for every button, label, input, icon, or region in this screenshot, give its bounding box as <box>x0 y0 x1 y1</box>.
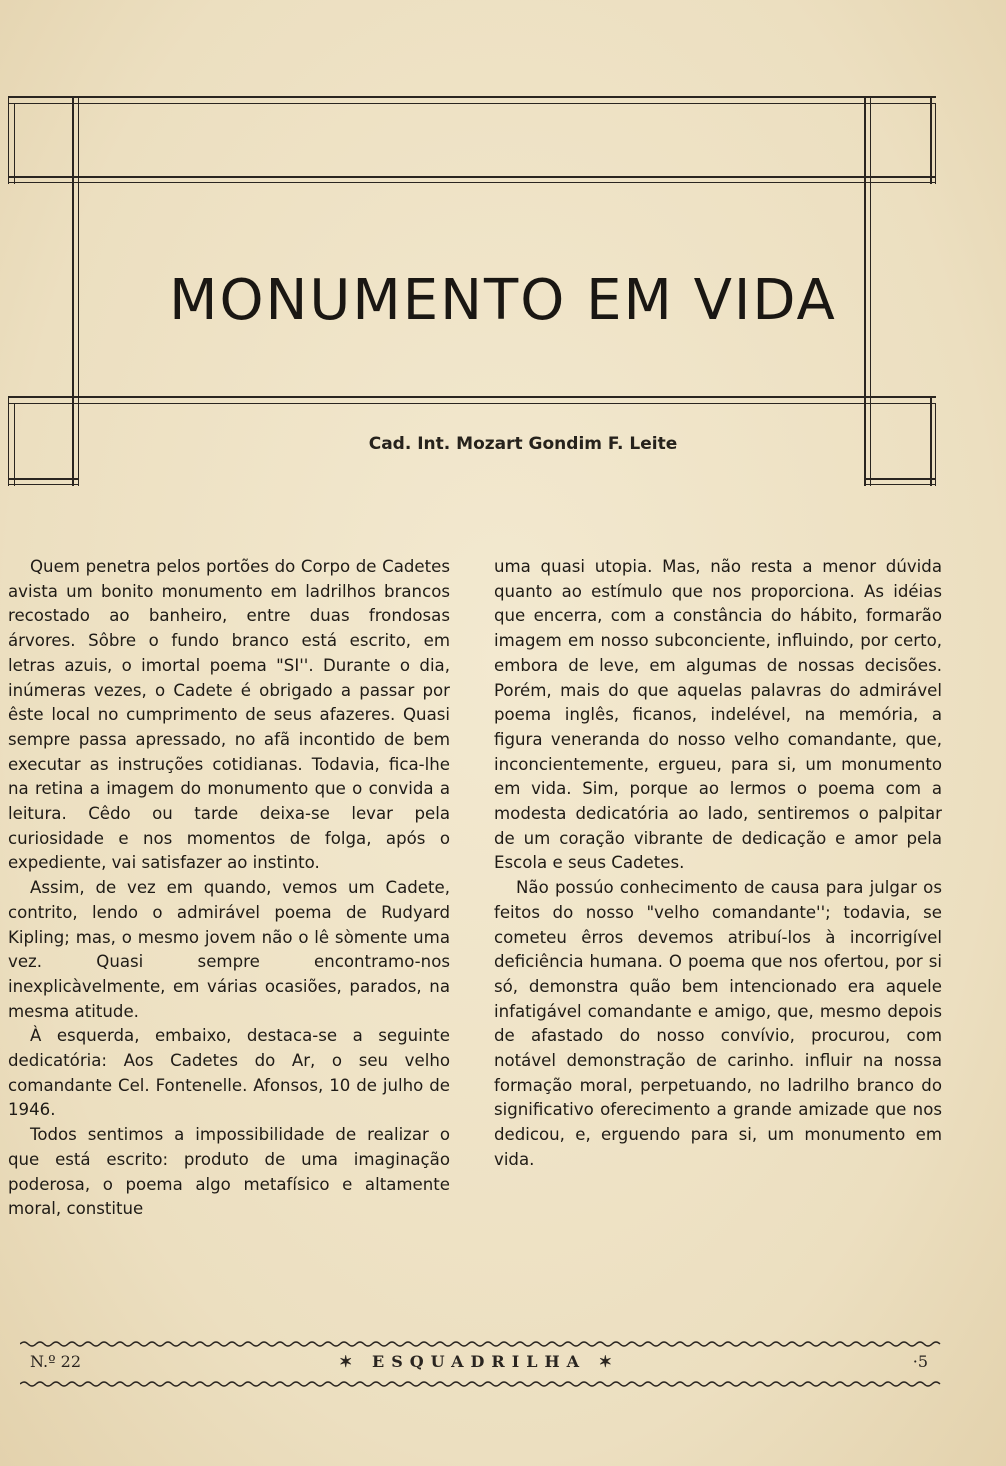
paragraph: uma quasi utopia. Mas, não resta a menor dúvida quanto ao estímulo que nos proporciona. As idéias que encerra, com a constância do hábito, formarão imagem em nosso subconciente, influindo, por certo, embora de leve, em algumas de nossas decisões. Porém, mais do que aquelas palavras do admirável poema inglês, ficanos, indelével, na memória, a figura veneranda do nosso velho comandante, que, inconcientemente, ergueu, para si, um monumento em vida. Sim, porque ao lermos o poema com a modesta dedicatória ao lado, sentiremos o palpitar de um coração vibrante de dedicação e amor pela Escola e seus Cadetes. <box>494 557 942 873</box>
wavy-rule-bottom <box>20 1380 942 1388</box>
page-number: ·5 <box>912 1352 928 1371</box>
paragraph: Não possúo conhecimento de causa para julgar os feitos do nosso "velho comandante''; todavia, se cometeu êrros devemos atribuí-los à incorrigível deficiência humana. O poema que nos ofertou, por si só, demonstra quão bem intencionado era aquele infatigável comandante e amigo, que, mesmo depois de afastado do nosso convívio, procurou, com notável demonstração de carinho. influir na nossa formação moral, perpetuando, no ladrilho branco do significativo oferecimento a grande amizade que nos dedicou, e, erguendo para si, um monumento em vida. <box>494 878 942 1169</box>
issue-number: N.º 22 <box>30 1352 82 1371</box>
paragraph: Todos sentimos a impossibilidade de realizar o que está escrito: produto de uma imaginação poderosa, o poema algo metafísico e altamente moral, constitue <box>8 1125 450 1219</box>
paragraph: À esquerda, embaixo, destaca-se a seguinte dedicatória: Aos Cadetes do Ar, o seu velho comandante Cel. Fontenelle. Afonsos, 10 de julho de 1946. <box>8 1026 450 1120</box>
wavy-rule-top <box>20 1340 942 1348</box>
text-column-right <box>494 555 942 1173</box>
paragraph: Quem penetra pelos portões do Corpo de Cadetes avista um bonito monumento em ladrilhos brancos recostado ao banheiro, entre duas frondosas árvores. Sôbre o fundo branco está escrito, em letras azuis, o imortal poema "SI''. Durante o dia, inúmeras vezes, o Cadete é obrigado a passar por êste local no cumprimento de seus afazeres. Quasi sempre passa apressado, no afã incontido de bem executar as instruções cotidianas. Todavia, fica-lhe na retina a imagem do monumento que o convida a leitura. Cêdo ou tarde deixa-se levar pela curiosidade e nos momentos de folga, após o expediente, vai satisfazer ao instinto. <box>8 557 450 873</box>
page-footer <box>30 1352 928 1376</box>
magazine-name: ✶ ESQUADRILHA ✶ <box>339 1352 619 1371</box>
article-title: MONUMENTO EM VIDA <box>169 268 837 333</box>
paragraph: Assim, de vez em quando, vemos um Cadete, contrito, lendo o admirável poema de Rudyard Kipling; mas, o mesmo jovem não o lê sòmente uma vez. Quasi sempre encontramo-nos inexplicàvelmente, em várias ocasiões, parados, na mesma atitude. <box>8 878 450 1021</box>
text-column-left <box>8 555 450 1222</box>
author-byline: Cad. Int. Mozart Gondim F. Leite <box>368 434 678 454</box>
